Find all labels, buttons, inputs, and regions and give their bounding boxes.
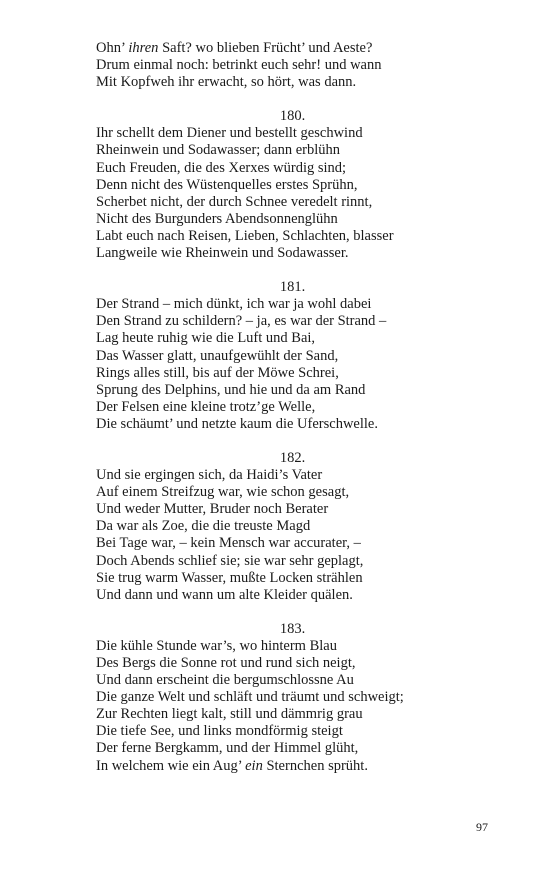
stanza <box>96 450 516 604</box>
verse-line: Der ferne Bergkamm, und der Himmel glüht, <box>96 740 359 757</box>
verse-line: Sprung des Delphins, und hie und da am Rand <box>96 381 366 398</box>
stanza-number: 183. <box>279 620 306 637</box>
stanza <box>96 108 516 262</box>
verse-line: Rings alles still, bis auf der Möwe Schrei, <box>96 364 339 381</box>
verse-line: Euch Freuden, die des Xerxes würdig sind; <box>96 159 347 176</box>
verse-line: Langweile wie Rheinwein und Sodawasser. <box>96 245 349 262</box>
verse-line: Den Strand zu schildern? – ja, es war der Strand – <box>96 313 387 330</box>
verse-line: Die ganze Welt und schläft und träumt und schweigt; <box>96 689 404 706</box>
stanza-number: 182. <box>279 449 306 466</box>
verse-line: Ihr schellt dem Diener und bestellt geschwind <box>96 125 363 142</box>
verse-line: Mit Kopfweh ihr erwacht, so hört, was dann. <box>96 74 357 91</box>
page-number: 97 <box>476 820 488 834</box>
verse-line: Sie trug warm Wasser, mußte Locken strählen <box>96 569 363 586</box>
verse-line: Und weder Mutter, Bruder noch Berater <box>96 501 329 518</box>
verse-line: Das Wasser glatt, unaufgewühlt der Sand, <box>96 347 339 364</box>
poem-text <box>96 40 516 775</box>
intro-lines <box>96 40 516 91</box>
verse-line: Lag heute ruhig wie die Luft und Bai, <box>96 330 316 347</box>
verse-line: Des Bergs die Sonne rot und rund sich neigt, <box>96 655 356 671</box>
verse-line: Denn nicht des Wüstenquelles erstes Sprühn, <box>96 176 358 193</box>
verse-line: Die schäumt’ und netzte kaum die Uferschwelle. <box>96 415 378 432</box>
verse-line: Rheinwein und Sodawasser; dann erblühn <box>96 142 341 159</box>
stanza-number: 180. <box>279 108 306 125</box>
verse-line: Nicht des Burgunders Abendsonnenglühn <box>96 210 338 227</box>
verse-line: Scherbet nicht, der durch Schnee veredelt rinnt, <box>96 193 373 210</box>
verse-line: Doch Abends schlief sie; sie war sehr geplagt, <box>96 552 364 569</box>
verse-line: Der Felsen eine kleine trotz’ge Welle, <box>96 398 316 415</box>
verse-line: Da war als Zoe, die die treuste Magd <box>96 518 311 535</box>
verse-line: Drum einmal noch: betrinkt euch sehr! und wann <box>96 57 382 74</box>
verse-line: Und dann erscheint die bergumschlossne Au <box>96 672 354 689</box>
verse-line: Und sie ergingen sich, da Haidi’s Vater <box>96 467 323 484</box>
verse-line: Die kühle Stunde war’s, wo hinterm Blau <box>96 637 337 654</box>
verse-line: Ohn’ ihren Saft? wo blieben Frücht’ und Aeste? <box>96 40 373 56</box>
verse-line: Zur Rechten liegt kalt, still und dämmrig grau <box>96 706 363 723</box>
verse-line: Der Strand – mich dünkt, ich war ja wohl dabei <box>96 296 372 313</box>
verse-line: Die tiefe See, und links mondförmig steigt <box>96 723 343 740</box>
stanza-number: 181. <box>279 279 306 296</box>
verse-line: Auf einem Streifzug war, wie schon gesagt, <box>96 484 350 501</box>
verse-line: Bei Tage war, – kein Mensch war accurater, – <box>96 535 361 552</box>
verse-line: Labt euch nach Reisen, Lieben, Schlachten, blasser <box>96 227 394 244</box>
stanza <box>96 621 516 775</box>
verse-line: In welchem wie ein Aug’ ein Sternchen sprüht. <box>96 757 368 774</box>
verse-line: Und dann und wann um alte Kleider quälen. <box>96 586 353 603</box>
stanza <box>96 279 516 433</box>
